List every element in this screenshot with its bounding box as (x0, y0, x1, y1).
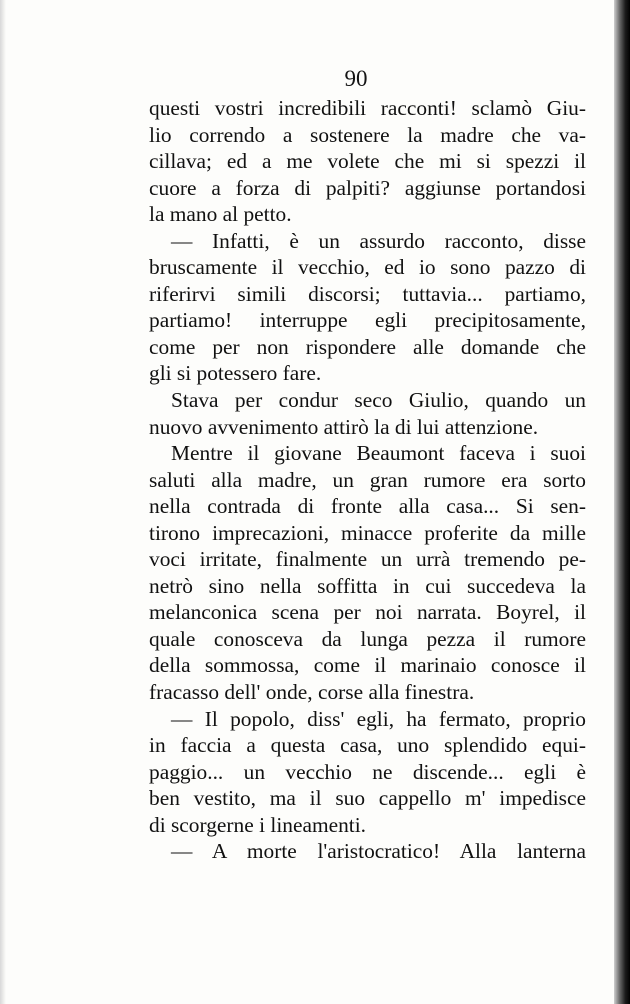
text-line: nella contrada di fronte alla casa... Si sen- (149, 494, 586, 519)
text-line: — A morte l'aristocratico! Alla lanterna (171, 839, 586, 864)
text-line: quale conosceva da lunga pezza il rumore (149, 626, 586, 651)
text-line: melanconica scena per noi narrata. Boyrel, il (149, 600, 586, 625)
text-line: fracasso dell' onde, corse alla finestra. (149, 680, 475, 705)
text-line: Stava per condur seco Giulio, quando un (171, 388, 586, 413)
text-line: della sommossa, come il marinaio conosce il (149, 653, 586, 678)
page-number: 90 (344, 66, 368, 91)
text-line: — Il popolo, diss' egli, ha fermato, proprio (171, 706, 586, 731)
text-line: partiamo! interruppe egli precipitosamente, (149, 308, 586, 333)
text-line: — Infatti, è un assurdo racconto, disse (171, 228, 586, 253)
text-line: cuore a forza di palpiti? aggiunse portandosi (149, 175, 586, 200)
text-line: netrò sino nella soffitta in cui succedeva la (149, 573, 586, 598)
text-line: in faccia a questa casa, uno splendido equi- (149, 733, 586, 758)
text-line: ben vestito, ma il suo cappello m' impedisce (149, 786, 586, 811)
text-line: lio correndo a sostenere la madre che va- (149, 122, 586, 147)
text-line: bruscamente il vecchio, ed io sono pazzo di (149, 255, 586, 280)
page-binding-edge (614, 0, 630, 1004)
text-line: tirono imprecazioni, minacce proferite da mille (149, 520, 586, 545)
text-line: voci irritate, finalmente un urrà tremendo pe- (149, 547, 586, 572)
text-line: di scorgerne i lineamenti. (149, 812, 367, 837)
text-line: nuovo avvenimento attirò la di lui attenzione. (149, 414, 539, 439)
body-text (149, 95, 586, 865)
text-line: la mano al petto. (149, 202, 292, 227)
text-line: paggio... un vecchio ne discende... egli è (149, 759, 586, 784)
text-line: cillava; ed a me volete che mi si spezzi il (149, 149, 586, 174)
text-line: gli si potessero fare. (149, 361, 322, 386)
text-line: Mentre il giovane Beaumont faceva i suoi (171, 441, 586, 466)
text-line: riferirvi simili discorsi; tuttavia... partiamo, (149, 281, 586, 306)
text-line: questi vostri incredibili racconti! sclamò Giu- (149, 96, 586, 120)
text-line: saluti alla madre, un gran rumore era sorto (149, 467, 586, 492)
page-left-edge (0, 0, 6, 1004)
text-line: come per non rispondere alle domande che (149, 334, 586, 359)
